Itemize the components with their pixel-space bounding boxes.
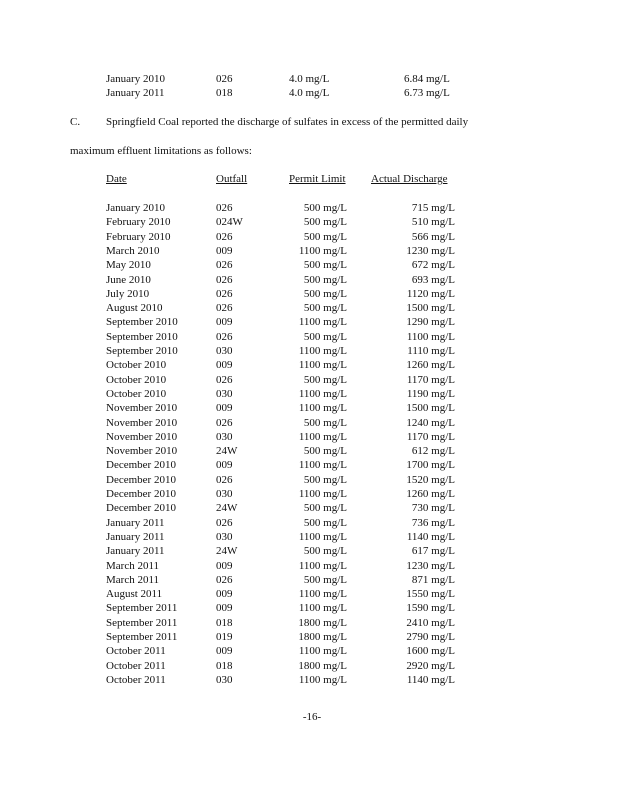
actual-cell: 1190 mg/L [406, 387, 455, 400]
limit-cell: 500 mg/L [303, 373, 347, 386]
outfall-cell: 024W [216, 216, 243, 229]
outfall-cell: 026 [216, 330, 233, 343]
date-cell: October 2010 [106, 373, 167, 386]
outfall-cell: 018 [216, 616, 233, 629]
limit-cell: 1100 mg/L [298, 559, 347, 572]
limit-cell: 1100 mg/L [298, 645, 347, 658]
date-cell: May 2010 [106, 259, 151, 272]
actual-cell: 2920 mg/L [406, 659, 455, 672]
outfall-cell: 24W [216, 545, 238, 558]
table-row [0, 201, 624, 215]
date-cell: September 2010 [106, 345, 178, 357]
actual-cell: 1520 mg/L [406, 473, 455, 486]
table-row [0, 330, 624, 344]
date-cell: December 2010 [106, 502, 176, 515]
table-row [0, 587, 624, 601]
limit-cell: 1100 mg/L [298, 359, 347, 372]
date-cell: November 2010 [106, 430, 178, 443]
date-cell: January 2011 [106, 87, 165, 99]
actual-cell: 730 mg/L [411, 502, 455, 515]
table-row [0, 473, 624, 487]
date-cell: February 2010 [106, 230, 171, 243]
table-row [0, 444, 624, 458]
table-row [0, 373, 624, 387]
actual-cell: 6.84 mg/L [404, 73, 450, 85]
actual-cell: 715 mg/L [411, 202, 455, 214]
table-row [0, 344, 624, 358]
date-cell: November 2010 [106, 416, 178, 429]
actual-cell: 1550 mg/L [406, 588, 455, 601]
table-row [0, 273, 624, 287]
date-cell: September 2010 [106, 330, 178, 343]
limit-cell: 1100 mg/L [298, 402, 347, 415]
table-row [0, 430, 624, 444]
date-cell: March 2011 [106, 559, 160, 572]
outfall-cell: 018 [216, 87, 233, 99]
date-cell: October 2010 [106, 387, 167, 400]
table-row [0, 573, 624, 587]
actual-cell: 1140 mg/L [406, 673, 455, 686]
table-row [0, 673, 624, 687]
limit-cell: 1100 mg/L [298, 345, 347, 357]
table-row [0, 416, 624, 430]
actual-cell: 736 mg/L [411, 516, 455, 529]
actual-cell: 1230 mg/L [406, 244, 455, 257]
paragraph-line-2: maximum effluent limitations as follows: [70, 145, 252, 157]
limit-cell: 500 mg/L [303, 330, 347, 343]
date-cell: September 2010 [106, 316, 178, 329]
actual-cell: 1260 mg/L [406, 488, 455, 500]
date-cell: January 2011 [106, 545, 165, 558]
actual-cell: 871 mg/L [411, 573, 455, 586]
date-cell: January 2011 [106, 516, 165, 529]
actual-cell: 1120 mg/L [406, 287, 455, 300]
actual-cell: 1290 mg/L [406, 316, 455, 329]
date-cell: November 2010 [106, 402, 178, 415]
table-row [0, 559, 624, 573]
limit-cell: 500 mg/L [303, 259, 347, 272]
table-row [0, 301, 624, 315]
header-permit-limit: Permit Limit [289, 173, 346, 185]
date-cell: September 2011 [106, 631, 178, 643]
section-marker: C. [70, 116, 81, 128]
outfall-cell: 026 [216, 473, 233, 486]
outfall-cell: 24W [216, 502, 238, 515]
limit-cell: 500 mg/L [303, 287, 347, 300]
actual-cell: 6.73 mg/L [404, 87, 450, 99]
outfall-cell: 009 [216, 645, 233, 658]
outfall-cell: 026 [216, 373, 233, 386]
outfall-cell: 009 [216, 316, 233, 329]
date-cell: October 2010 [106, 359, 167, 372]
limit-cell: 500 mg/L [303, 573, 347, 586]
actual-cell: 672 mg/L [411, 259, 455, 272]
date-cell: November 2010 [106, 445, 178, 458]
actual-cell: 1100 mg/L [406, 330, 455, 343]
table-row [0, 86, 624, 100]
table-row [0, 258, 624, 272]
date-cell: September 2011 [106, 602, 178, 615]
date-cell: February 2010 [106, 216, 171, 229]
limit-cell: 1100 mg/L [298, 244, 347, 257]
date-cell: January 2011 [106, 530, 165, 543]
actual-cell: 566 mg/L [411, 230, 455, 243]
limit-cell: 1100 mg/L [298, 602, 347, 615]
actual-cell: 1140 mg/L [406, 530, 455, 543]
date-cell: August 2010 [106, 302, 163, 315]
outfall-cell: 009 [216, 244, 233, 257]
header-outfall: Outfall [216, 173, 248, 185]
outfall-cell: 026 [216, 516, 233, 529]
outfall-cell: 026 [216, 416, 233, 429]
limit-cell: 1800 mg/L [298, 659, 347, 672]
outfall-cell: 030 [216, 488, 233, 500]
table-row [0, 544, 624, 558]
table-row [0, 315, 624, 329]
outfall-cell: 030 [216, 387, 233, 400]
table-row [0, 616, 624, 630]
actual-cell: 2410 mg/L [406, 616, 455, 629]
outfall-cell: 009 [216, 459, 233, 472]
actual-cell: 1500 mg/L [406, 302, 455, 315]
outfall-cell: 030 [216, 530, 233, 543]
table-row [0, 601, 624, 615]
date-cell: October 2011 [106, 659, 166, 672]
date-cell: July 2010 [106, 287, 150, 300]
outfall-cell: 026 [216, 73, 233, 85]
date-cell: June 2010 [106, 273, 151, 286]
limit-cell: 1100 mg/L [298, 430, 347, 443]
date-cell: October 2011 [106, 673, 166, 686]
table-row [0, 230, 624, 244]
limit-cell: 4.0 mg/L [289, 73, 330, 85]
date-cell: January 2010 [106, 202, 165, 214]
actual-cell: 1110 mg/L [407, 345, 455, 357]
limit-cell: 500 mg/L [303, 273, 347, 286]
actual-cell: 1590 mg/L [406, 602, 455, 615]
table-row [0, 358, 624, 372]
outfall-cell: 026 [216, 302, 233, 315]
table-row [0, 72, 624, 86]
limit-cell: 500 mg/L [303, 416, 347, 429]
outfall-cell: 026 [216, 273, 233, 286]
page-number: -16- [302, 711, 322, 723]
table-row [0, 215, 624, 229]
table-row [0, 530, 624, 544]
limit-cell: 500 mg/L [303, 230, 347, 243]
table-header [0, 172, 624, 186]
limit-cell: 1100 mg/L [298, 673, 347, 686]
outfall-cell: 026 [216, 230, 233, 243]
actual-cell: 2790 mg/L [406, 631, 455, 643]
actual-cell: 693 mg/L [411, 273, 455, 286]
actual-cell: 1170 mg/L [406, 430, 455, 443]
paragraph-line-1: Springfield Coal reported the discharge of sulfates in excess of the permitted daily [106, 116, 469, 128]
outfall-cell: 030 [216, 345, 233, 357]
outfall-cell: 009 [216, 402, 233, 415]
table-row [0, 244, 624, 258]
table-row [0, 659, 624, 673]
date-cell: September 2011 [106, 616, 178, 629]
date-cell: October 2011 [106, 645, 166, 658]
outfall-cell: 026 [216, 573, 233, 586]
limit-cell: 1800 mg/L [298, 631, 347, 643]
actual-cell: 1700 mg/L [406, 459, 455, 472]
limit-cell: 1100 mg/L [298, 316, 347, 329]
date-cell: March 2010 [106, 244, 160, 257]
actual-cell: 1260 mg/L [406, 359, 455, 372]
date-cell: December 2010 [106, 488, 176, 500]
header-date: Date [106, 173, 127, 185]
date-cell: December 2010 [106, 473, 176, 486]
table-row [0, 458, 624, 472]
table-row [0, 401, 624, 415]
limit-cell: 500 mg/L [303, 445, 347, 458]
actual-cell: 1170 mg/L [406, 373, 455, 386]
outfall-cell: 026 [216, 202, 233, 214]
limit-cell: 1100 mg/L [298, 387, 347, 400]
outfall-cell: 018 [216, 659, 233, 672]
table-row [0, 630, 624, 644]
actual-cell: 1500 mg/L [406, 402, 455, 415]
limit-cell: 4.0 mg/L [289, 87, 330, 99]
table-row [0, 487, 624, 501]
header-actual-discharge: Actual Discharge [371, 173, 448, 185]
outfall-cell: 009 [216, 559, 233, 572]
outfall-cell: 009 [216, 602, 233, 615]
date-cell: August 2011 [106, 588, 163, 601]
table-row [0, 501, 624, 515]
outfall-cell: 019 [216, 631, 233, 643]
limit-cell: 500 mg/L [303, 545, 347, 558]
outfall-cell: 026 [216, 287, 233, 300]
outfall-cell: 030 [216, 430, 233, 443]
limit-cell: 500 mg/L [303, 202, 347, 214]
outfall-cell: 009 [216, 588, 233, 601]
table-row [0, 387, 624, 401]
limit-cell: 1100 mg/L [298, 459, 347, 472]
actual-cell: 612 mg/L [411, 445, 455, 458]
limit-cell: 1800 mg/L [298, 616, 347, 629]
limit-cell: 500 mg/L [303, 502, 347, 515]
outfall-cell: 030 [216, 673, 233, 686]
outfall-cell: 026 [216, 259, 233, 272]
actual-cell: 1240 mg/L [406, 416, 455, 429]
limit-cell: 500 mg/L [303, 302, 347, 315]
limit-cell: 500 mg/L [303, 473, 347, 486]
actual-cell: 617 mg/L [411, 545, 455, 558]
date-cell: December 2010 [106, 459, 176, 472]
table-row [0, 644, 624, 658]
limit-cell: 1100 mg/L [298, 488, 347, 500]
limit-cell: 500 mg/L [303, 216, 347, 229]
table-row [0, 287, 624, 301]
limit-cell: 500 mg/L [303, 516, 347, 529]
actual-cell: 1600 mg/L [406, 645, 455, 658]
table-row [0, 516, 624, 530]
outfall-cell: 24W [216, 445, 238, 458]
limit-cell: 1100 mg/L [298, 588, 347, 601]
outfall-cell: 009 [216, 359, 233, 372]
actual-cell: 1230 mg/L [406, 559, 455, 572]
date-cell: March 2011 [106, 573, 160, 586]
actual-cell: 510 mg/L [411, 216, 455, 229]
limit-cell: 1100 mg/L [298, 530, 347, 543]
date-cell: January 2010 [106, 73, 165, 85]
